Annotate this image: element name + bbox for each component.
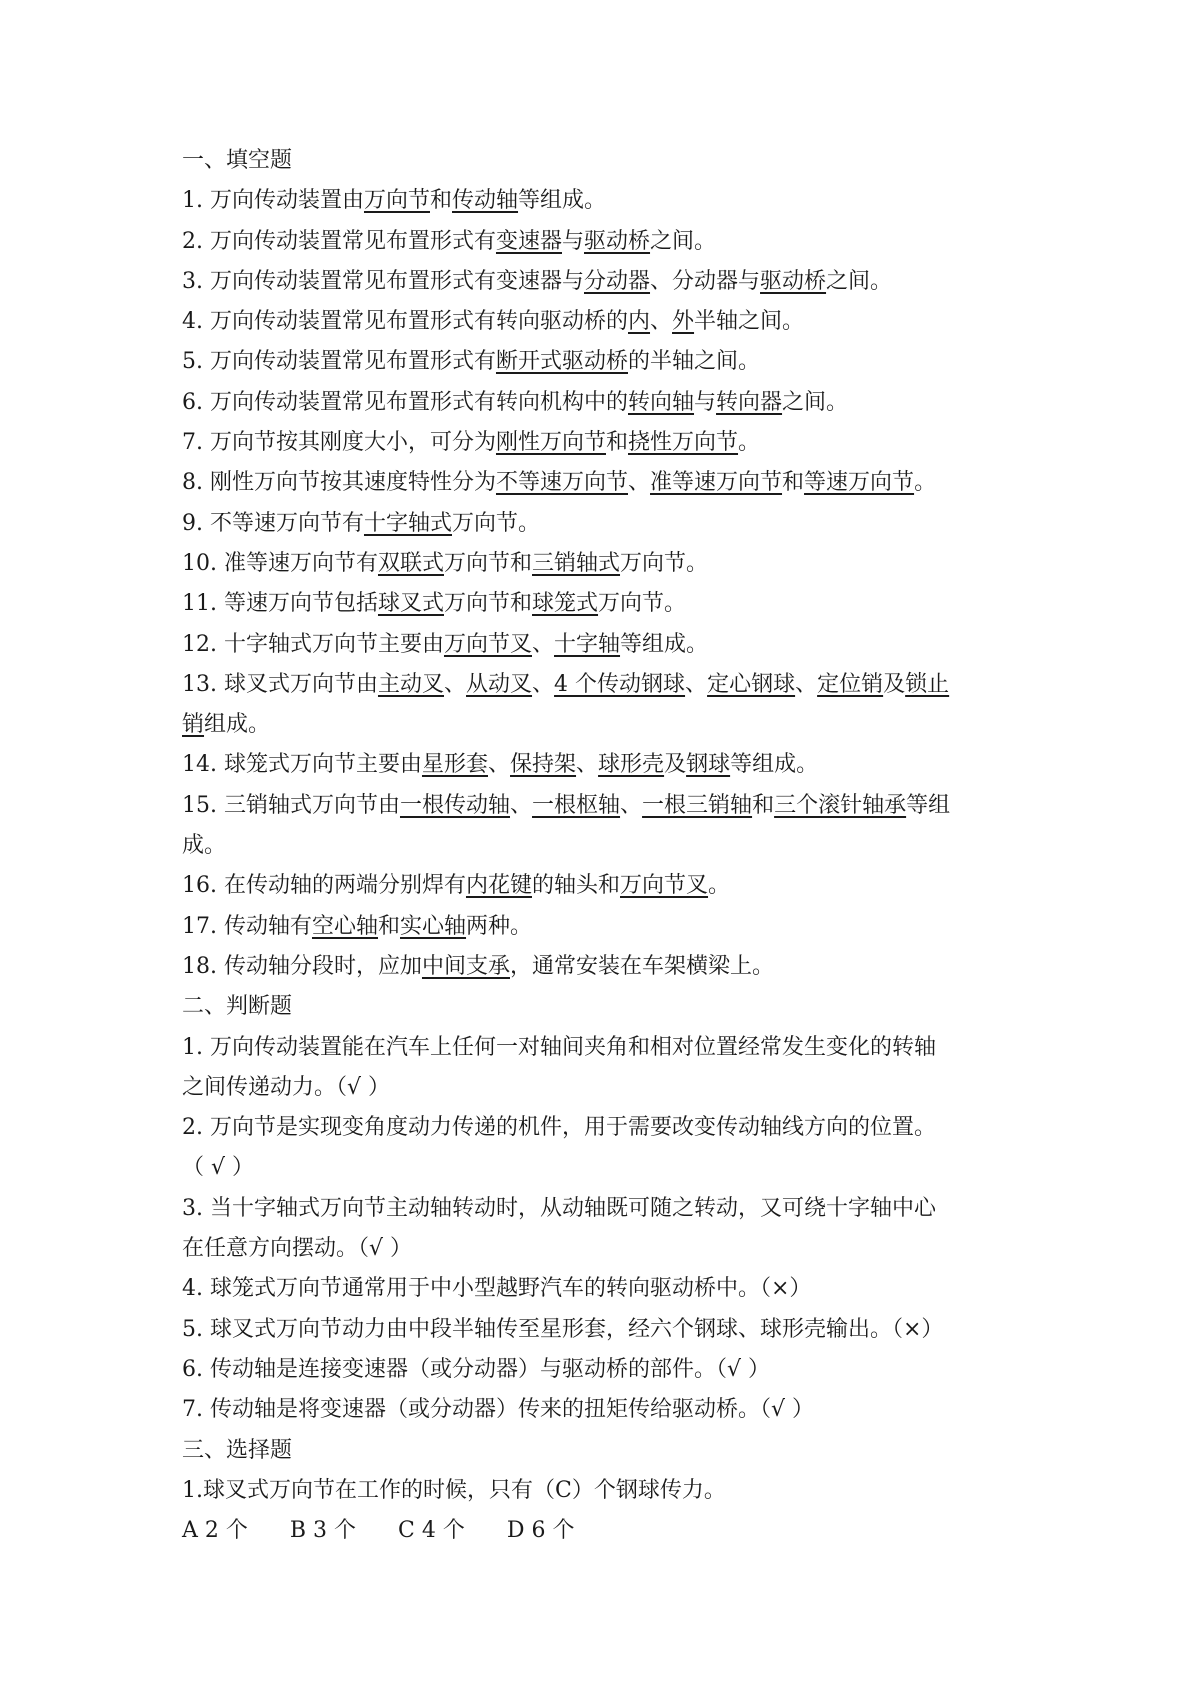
text-line [182, 625, 1017, 665]
text-segment: 、 [444, 671, 467, 697]
answer-blank: 断开式驱动桥 [495, 349, 628, 375]
answer-options [182, 1511, 1017, 1551]
text-segment: 等组成。 [730, 752, 819, 778]
text-segment: 在任意方向摆动。（√ ） [182, 1236, 413, 1262]
answer-blank: 万向节 [363, 188, 430, 214]
text-segment: 等组成。 [518, 188, 607, 214]
text-line [182, 1028, 1017, 1068]
document-page [182, 141, 1017, 1551]
text-line [182, 786, 1017, 826]
text-segment: 12. 十字轴式万向节主要由 [182, 631, 444, 657]
text-segment: 和 [782, 470, 805, 496]
answer-blank: 双联式 [377, 550, 444, 576]
text-segment: 、 [488, 752, 511, 778]
text-segment: 之间传递动力。（√ ） [182, 1074, 391, 1100]
text-line [182, 1269, 1017, 1309]
text-segment: 和 [752, 792, 775, 818]
text-segment: 14. 球笼式万向节主要由 [182, 752, 422, 778]
text-line [182, 342, 1017, 382]
answer-blank: 中间支承 [421, 953, 510, 979]
text-line [182, 584, 1017, 624]
text-line [182, 463, 1017, 503]
text-segment: 之间。 [782, 389, 849, 415]
answer-blank: 锁止 [905, 671, 950, 697]
text-segment: 等组 [906, 792, 951, 818]
text-segment: 。 [738, 430, 761, 456]
text-segment: 半轴之间。 [694, 309, 805, 335]
text-segment: 两种。 [466, 913, 533, 939]
section-heading [182, 141, 1017, 181]
answer-blank: 挠性万向节 [628, 430, 739, 456]
answer-blank: 一根传动轴 [399, 792, 510, 818]
text-segment: 万向节。 [598, 591, 687, 617]
text-line [182, 1350, 1017, 1390]
answer-blank: 从动叉 [466, 671, 533, 697]
text-segment: 的半轴之间。 [628, 349, 761, 375]
answer-blank: 变速器 [495, 228, 562, 254]
text-segment: ，通常安装在车架横梁上。 [510, 953, 775, 979]
answer-blank: 万向节叉 [620, 873, 709, 899]
text-segment: 、分动器与 [650, 268, 761, 294]
text-segment: 一、填空题 [182, 148, 293, 173]
text-segment: 1. 万向传动装置由 [182, 188, 364, 214]
text-segment: 4. 万向传动装置常见布置形式有转向驱动桥的 [182, 309, 628, 335]
text-line [182, 1390, 1017, 1430]
text-segment: 9. 不等速万向节有 [182, 510, 364, 536]
text-segment: 二、判断题 [182, 994, 293, 1020]
answer-blank: 等速万向节 [804, 470, 915, 496]
section-heading [182, 1431, 1017, 1471]
text-segment: 11. 等速万向节包括 [182, 591, 378, 617]
text-segment: 5. 万向传动装置常见布置形式有 [182, 349, 496, 375]
text-segment: 和 [378, 913, 401, 939]
answer-blank: 星形套 [421, 752, 488, 778]
text-line [182, 302, 1017, 342]
answer-blank: 十字轴 [554, 631, 621, 657]
text-line [182, 1310, 1017, 1350]
text-segment: 、 [576, 752, 599, 778]
answer-blank: 三销轴式 [532, 550, 621, 576]
answer-blank: 实心轴 [400, 913, 467, 939]
text-segment: 18. 传动轴分段时，应加 [182, 953, 422, 979]
text-line [182, 423, 1017, 463]
text-segment: 、 [628, 470, 651, 496]
answer-blank: 准等速万向节 [650, 470, 783, 496]
text-line [182, 665, 1017, 705]
text-segment: （ √ ） [182, 1155, 255, 1181]
answer-option: A 2 个 [182, 1518, 248, 1544]
text-line [182, 866, 1017, 906]
answer-blank: 外 [672, 309, 695, 335]
text-segment: 17. 传动轴有 [182, 913, 312, 939]
answer-blank: 定位销 [817, 671, 884, 697]
text-line [182, 1229, 1017, 1269]
text-segment: 组成。 [204, 712, 271, 738]
text-segment: 2. 万向节是实现变角度动力传递的机件，用于需要改变传动轴线方向的位置。 [182, 1115, 936, 1141]
answer-blank: 球形壳 [598, 752, 665, 778]
answer-blank: 转向轴 [628, 389, 695, 415]
text-line [182, 504, 1017, 544]
text-line [182, 262, 1017, 302]
text-line [182, 181, 1017, 221]
text-segment: 和 [606, 430, 629, 456]
answer-blank: 不等速万向节 [495, 470, 628, 496]
answer-blank: 三个滚针轴承 [774, 792, 907, 818]
answer-blank: 万向节叉 [443, 631, 532, 657]
text-segment: 、 [685, 671, 708, 697]
text-line [182, 907, 1017, 947]
answer-blank: 保持架 [510, 752, 577, 778]
text-line [182, 745, 1017, 785]
text-segment: 3. 万向传动装置常见布置形式有变速器与 [182, 268, 584, 294]
text-segment: 万向节。 [452, 510, 541, 536]
text-segment: 与 [562, 228, 585, 254]
answer-blank: 一根枢轴 [532, 792, 621, 818]
answer-blank: 转向器 [716, 389, 783, 415]
answer-blank: 球笼式 [532, 591, 599, 617]
text-line [182, 1108, 1017, 1148]
answer-blank: 钢球 [686, 752, 731, 778]
text-segment: 7. 万向节按其刚度大小，可分为 [182, 430, 496, 456]
text-segment: 的轴头和 [532, 873, 621, 899]
text-segment: 三、选择题 [182, 1437, 293, 1463]
text-segment: 15. 三销轴式万向节由 [182, 792, 400, 818]
answer-blank: 驱动桥 [584, 228, 651, 254]
text-line [182, 222, 1017, 262]
text-segment: 之间。 [650, 228, 717, 254]
answer-blank: 4 个传动钢球 [554, 671, 686, 697]
answer-option: C 4 个 [398, 1518, 465, 1544]
text-segment: 10. 准等速万向节有 [182, 550, 378, 576]
answer-blank: 销 [182, 712, 205, 738]
answer-blank: 内 [628, 309, 651, 335]
text-line [182, 383, 1017, 423]
answer-blank: 十字轴式 [363, 510, 452, 536]
text-segment: 、 [620, 792, 643, 818]
text-segment: 6. 万向传动装置常见布置形式有转向机构中的 [182, 389, 628, 415]
text-segment: 成。 [182, 833, 227, 859]
answer-blank: 定心钢球 [707, 671, 796, 697]
text-segment: 2. 万向传动装置常见布置形式有 [182, 228, 496, 254]
section-heading [182, 987, 1017, 1027]
text-segment: 、 [532, 631, 555, 657]
answer-blank: 空心轴 [311, 913, 378, 939]
text-line [182, 1189, 1017, 1229]
text-segment: 5. 球叉式万向节动力由中段半轴传至星形套，经六个钢球、球形壳输出。（×） [182, 1316, 944, 1342]
text-line [182, 705, 1017, 745]
text-segment: 万向节。 [620, 550, 709, 576]
text-line [182, 1471, 1017, 1511]
text-segment: 、 [650, 309, 673, 335]
text-segment: 之间。 [826, 268, 893, 294]
answer-blank: 传动轴 [452, 188, 519, 214]
text-segment: 、 [795, 671, 818, 697]
text-segment: 1. 万向传动装置能在汽车上任何一对轴间夹角和相对位置经常发生变化的转轴 [182, 1034, 936, 1060]
answer-blank: 驱动桥 [760, 268, 827, 294]
text-line [182, 1148, 1017, 1188]
text-segment: 、 [532, 671, 555, 697]
text-line [182, 544, 1017, 584]
text-segment: 及 [883, 671, 906, 697]
answer-blank: 刚性万向节 [495, 430, 606, 456]
text-segment: 16. 在传动轴的两端分别焊有 [182, 873, 466, 899]
answer-option: D 6 个 [506, 1518, 575, 1544]
answer-blank: 球叉式 [377, 591, 444, 617]
text-segment: 6. 传动轴是连接变速器（或分动器）与驱动桥的部件。（√ ） [182, 1356, 770, 1382]
text-segment: 13. 球叉式万向节由 [182, 671, 378, 697]
text-segment: 万向节和 [444, 550, 533, 576]
text-segment: 和 [430, 188, 453, 214]
answer-blank: 主动叉 [377, 671, 444, 697]
answer-option: B 3 个 [289, 1518, 357, 1544]
text-segment: 万向节和 [444, 591, 533, 617]
text-segment: 7. 传动轴是将变速器（或分动器）传来的扭矩传给驱动桥。（√ ） [182, 1397, 814, 1423]
text-segment: 。 [914, 470, 937, 496]
text-line [182, 1068, 1017, 1108]
text-segment: 4. 球笼式万向节通常用于中小型越野汽车的转向驱动桥中。（×） [182, 1276, 812, 1302]
text-segment: 。 [708, 873, 731, 899]
text-line [182, 947, 1017, 987]
answer-blank: 分动器 [584, 268, 651, 294]
text-line [182, 826, 1017, 866]
text-segment: 8. 刚性万向节按其速度特性分为 [182, 470, 496, 496]
answer-blank: 内花键 [465, 873, 532, 899]
text-segment: 与 [694, 389, 717, 415]
text-segment: 、 [510, 792, 533, 818]
text-segment: 及 [664, 752, 687, 778]
text-segment: 等组成。 [620, 631, 709, 657]
text-segment: 1.球叉式万向节在工作的时候，只有（C）个钢球传力。 [182, 1477, 726, 1503]
text-segment: 3. 当十字轴式万向节主动轴转动时，从动轴既可随之转动，又可绕十字轴中心 [182, 1195, 936, 1221]
answer-blank: 一根三销轴 [642, 792, 753, 818]
